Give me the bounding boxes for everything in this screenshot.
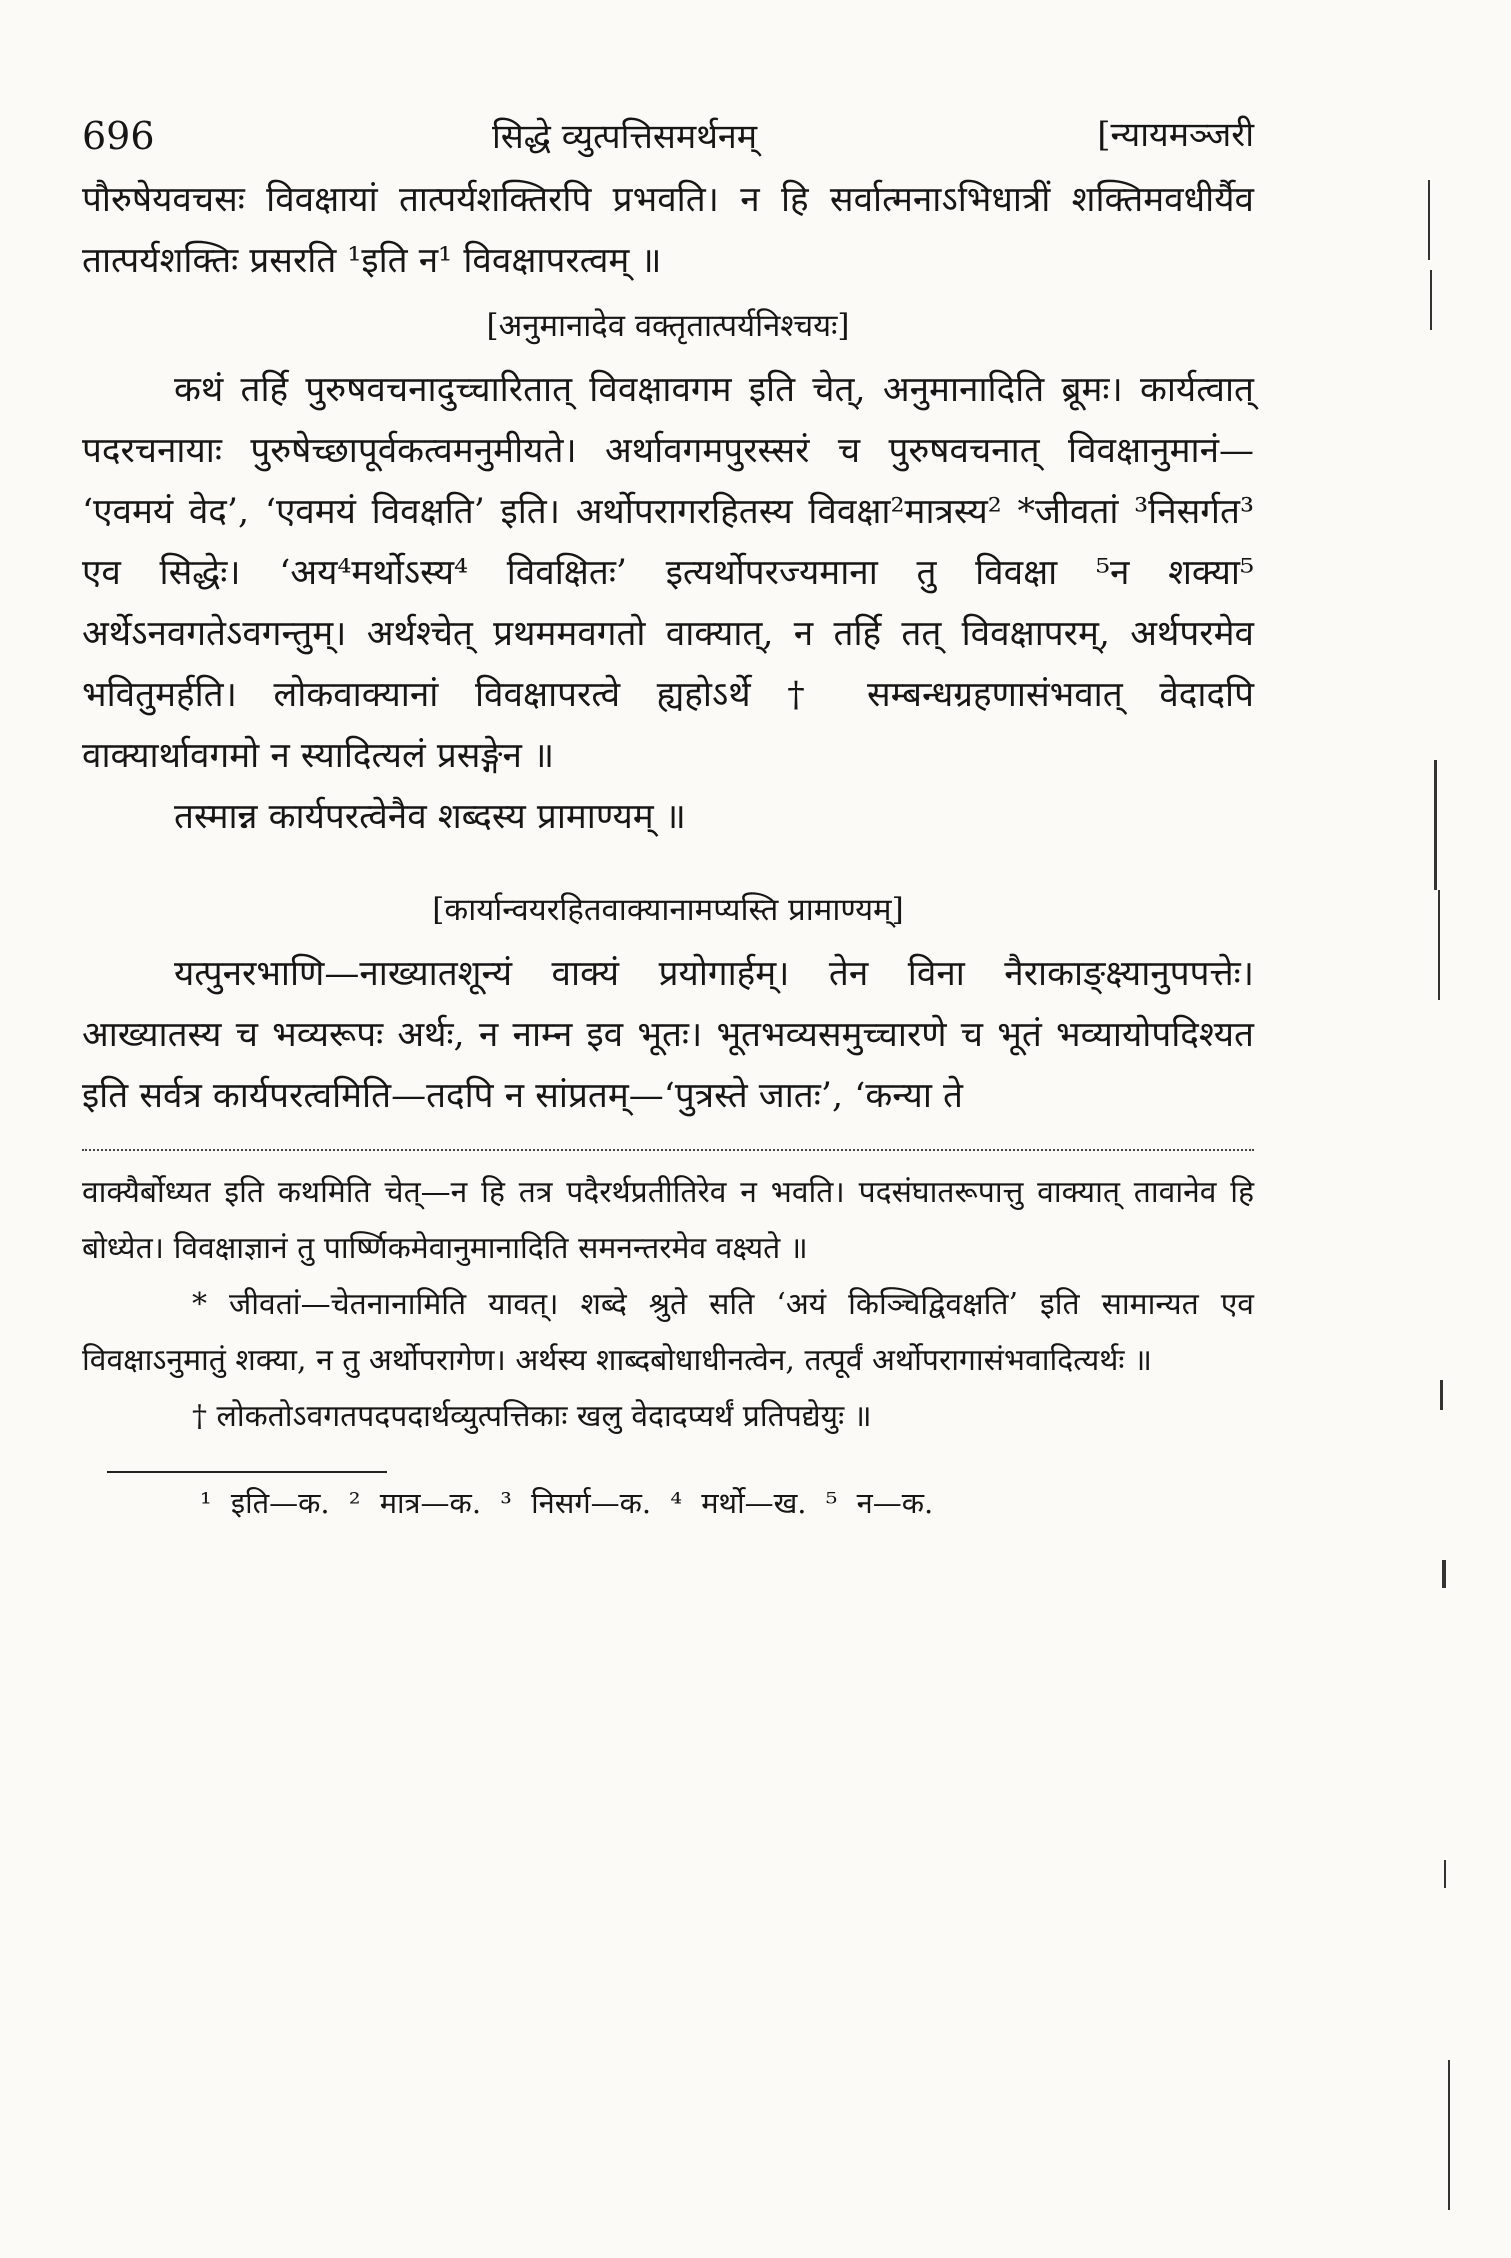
footnote-item: ³ निसर्ग—क. bbox=[500, 1486, 652, 1520]
footnotes bbox=[82, 1479, 1254, 1527]
paragraph-3: तस्मान्न कार्यपरत्वेनैव शब्दस्य प्रामाण्यम् ॥ bbox=[174, 797, 686, 837]
note-2: * जीवतां—चेतनानामिति यावत्। शब्दे श्रुते सति ‘अयं किञ्चिद्विवक्षति’ इति सामान्यत एव विवक्षाऽनुमातुं शक्या, न तु अर्थोपरागेण। अर्थस्य शाब्दबोधाधीनत्वेन, तत्पूर्वं अर्थोपरागासंभवादित्यर्थः ॥ bbox=[82, 1287, 1254, 1378]
footnote-rule bbox=[107, 1471, 387, 1473]
book-title: [न्यायमञ्जरी bbox=[1097, 115, 1254, 155]
page-body bbox=[82, 100, 1254, 1527]
paragraph-2: कथं तर्हि पुरुषवचनादुच्चारितात् विवक्षावगम इति चेत्, अनुमानादिति ब्रूमः। कार्यत्वात् पदरचनायाः पुरुषेच्छापूर्वकत्वमनुमीयते। अर्थावगमपुरस्सरं च पुरुषवचनात् विवक्षानुमानं— ‘एवमयं वेद’, ‘एवमयं विवक्षति’ इति। अर्थोपरागरहितस्य विवक्षा²मात्रस्य² *जीवतां ³निसर्गत³ एव सिद्धेः। ‘अय⁴मर्थोऽस्य⁴ विवक्षितः’ इत्यर्थोपरज्यमाना तु विवक्षा ⁵न शक्या⁵ अर्थेऽनवगतेऽवगन्तुम्। अर्थश्चेत् प्रथममवगतो वाक्यात्, न तर्हि तत् विवक्षापरम्, अर्थपरमेव भवितुमर्हति। लोकवाक्यानां विवक्षापरत्वे ह्यहोऽर्थे † सम्बन्धग्रहणासंभवात् वेदादपि वाक्यार्थावगमो न स्यादित्यलं प्रसङ्गेन ॥ bbox=[82, 370, 1254, 776]
notes-divider bbox=[82, 1149, 1254, 1151]
footnote-item: ⁵ न—क. bbox=[825, 1486, 934, 1520]
footnote-item: ⁴ मर्थो—ख. bbox=[670, 1486, 807, 1520]
footnote-item: ² मात्र—क. bbox=[348, 1486, 482, 1520]
running-title: सिद्धे व्युत्पत्तिसमर्थनम् bbox=[492, 117, 758, 157]
scan-mark bbox=[1444, 1860, 1446, 1888]
scan-mark bbox=[1430, 270, 1432, 330]
scan-mark bbox=[1438, 890, 1440, 1000]
section-heading-2: [कार्यान्वयरहितवाक्यानामप्यस्ति प्रामाण्यम्] bbox=[432, 892, 904, 928]
scan-mark bbox=[1440, 1380, 1443, 1410]
scan-mark bbox=[1434, 760, 1437, 890]
note-1: वाक्यैर्बोध्यत इति कथमिति चेत्—न हि तत्र पदैरर्थप्रतीतिरेव न भवति। पदसंघातरूपात्तु वाक्यात् तावानेव हि बोध्येत। विवक्षाज्ञानं तु पार्ष्णिकमेवानुमानादिति समनन्तरमेव वक्ष्यते ॥ bbox=[82, 1175, 1254, 1266]
paragraph-4: यत्पुनरभाणि—नाख्यातशून्यं वाक्यं प्रयोगार्हम्। तेन विना नैराकाङ्क्ष्यानुपपत्तेः। आख्यातस्य च भव्यरूपः अर्थः, न नाम्न इव भूतः। भूतभव्यसमुच्चारणे च भूतं भव्यायोपदिश्यत इति सर्वत्र कार्यपरत्वमिति—तदपि न सांप्रतम्—‘पुत्रस्ते जातः’, ‘कन्या ते bbox=[82, 954, 1254, 1116]
scan-mark bbox=[1448, 2060, 1450, 2210]
page-number: 696 bbox=[82, 114, 155, 158]
section-heading-1: [अनुमानादेव वक्तृतात्पर्यनिश्चयः] bbox=[486, 308, 850, 344]
paragraph-1: पौरुषेयवचसः विवक्षायां तात्पर्यशक्तिरपि प्रभवति। न हि सर्वात्मनाऽभिधात्रीं शक्तिमवधीर्यैव तात्पर्यशक्तिः प्रसरति ¹इति न¹ विवक्षापरत्वम् ॥ bbox=[82, 180, 1254, 281]
running-header bbox=[82, 100, 1254, 170]
scan-mark bbox=[1442, 1560, 1446, 1588]
footnote-item: ¹ इति—क. bbox=[200, 1486, 330, 1520]
scan-mark bbox=[1428, 180, 1430, 260]
note-3: † लोकतोऽवगतपदपदार्थव्युत्पत्तिकाः खलु वेदादप्यर्थं प्रतिपद्येयुः ॥ bbox=[192, 1399, 872, 1434]
